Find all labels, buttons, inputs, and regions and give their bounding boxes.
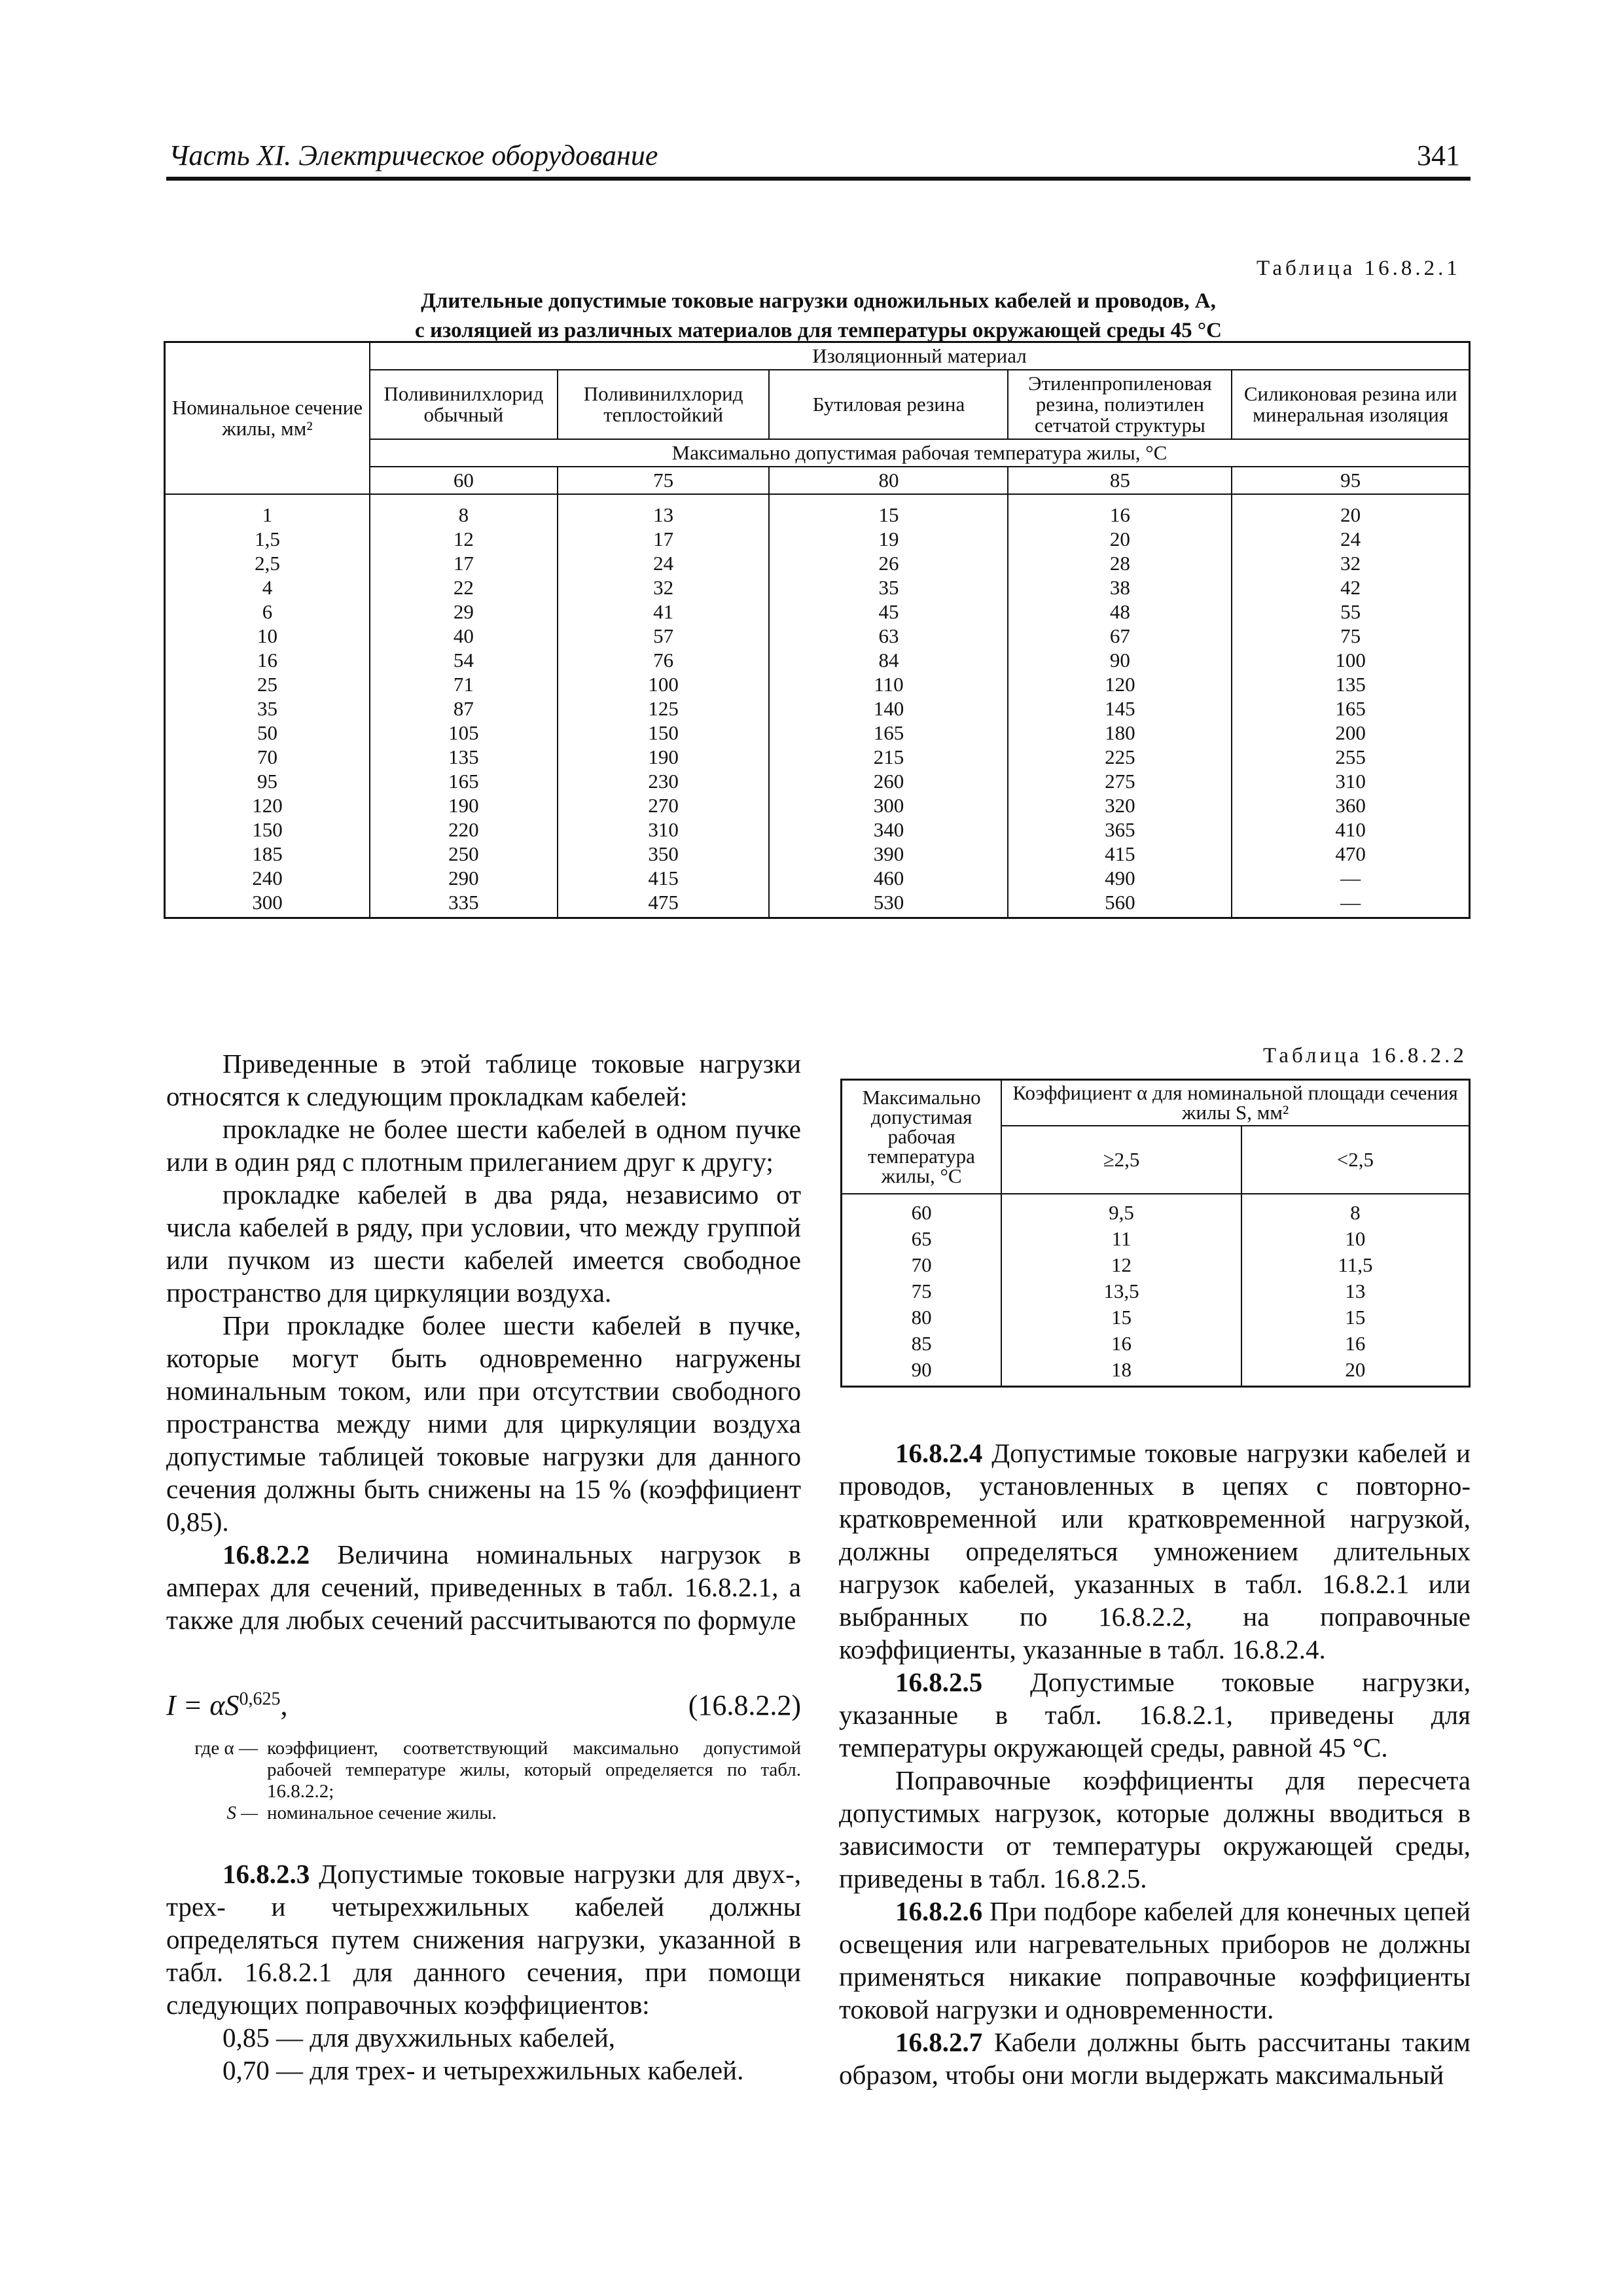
clause-number: 16.8.2.2 xyxy=(223,1539,310,1570)
table-cell: 335 xyxy=(370,890,558,918)
table-cell: 60 xyxy=(842,1194,1002,1226)
table-row xyxy=(165,600,1470,624)
table-cell: 16 xyxy=(1008,494,1232,527)
table-cell: 24 xyxy=(1232,527,1469,551)
running-header-title: Часть XI. Электрическое оборудование xyxy=(169,139,658,171)
table-cell: 390 xyxy=(769,842,1008,866)
table-cell: 275 xyxy=(1008,769,1232,793)
table-cell: 215 xyxy=(769,745,1008,769)
table-cell: 560 xyxy=(1008,890,1232,918)
table-cell: 17 xyxy=(370,551,558,575)
table-cell: 310 xyxy=(1232,769,1469,793)
table-cell: 125 xyxy=(558,696,770,721)
table-cell: 240 xyxy=(165,866,370,890)
table-cell: 28 xyxy=(1008,551,1232,575)
table-cell: 9,5 xyxy=(1001,1194,1241,1226)
table-cell: 90 xyxy=(842,1357,1002,1387)
table-cell: 11 xyxy=(1001,1226,1241,1252)
table-cell: 12 xyxy=(370,527,558,551)
header-rule xyxy=(166,177,1471,181)
table-cell: 250 xyxy=(370,842,558,866)
table-cell: 415 xyxy=(558,866,770,890)
table-cell: 84 xyxy=(769,648,1008,672)
table-cell: 150 xyxy=(558,721,770,745)
legend-row-s xyxy=(166,1803,801,1824)
table-cell: 300 xyxy=(165,890,370,918)
paragraph-text: Допустимые токовые нагрузки, указанные в табл. 16.8.2.1, приведены для температуры окружающей среды, равной 45 °С. xyxy=(839,1667,1471,1763)
table-cell: 12 xyxy=(1001,1252,1241,1278)
paragraph: прокладке не более шести кабелей в одном пучке или в один ряд с плотным прилеганием друг к другу; xyxy=(166,1114,801,1177)
table-cell: 150 xyxy=(165,817,370,842)
table-cell: 135 xyxy=(1232,672,1469,696)
table-cell: 470 xyxy=(1232,842,1469,866)
legend-term: S — xyxy=(226,1803,258,1823)
table-cell: 190 xyxy=(370,793,558,817)
table-cell: 32 xyxy=(558,575,770,600)
page-number: 341 xyxy=(1417,139,1460,171)
table-cell: 360 xyxy=(1232,793,1469,817)
table-cell: 65 xyxy=(842,1226,1002,1252)
table-cell: 20 xyxy=(1241,1357,1470,1387)
formula-number: (16.8.2.2) xyxy=(688,1689,801,1721)
table-cell: 260 xyxy=(769,769,1008,793)
table-row xyxy=(842,1226,1470,1252)
table-row xyxy=(842,1357,1470,1387)
table-cell: 255 xyxy=(1232,745,1469,769)
table-cell: 35 xyxy=(769,575,1008,600)
table-row xyxy=(165,494,1470,527)
table-cell: 135 xyxy=(370,745,558,769)
table-cell: 20 xyxy=(1232,494,1469,527)
paragraph-16-8-2-4 xyxy=(839,1437,1471,1666)
table-cell: 165 xyxy=(370,769,558,793)
table-row xyxy=(842,1304,1470,1331)
table-cell: 11,5 xyxy=(1241,1252,1470,1278)
table2-header-lt: <2,5 xyxy=(1241,1126,1470,1194)
table-cell: — xyxy=(1232,866,1469,890)
table-cell: 32 xyxy=(1232,551,1469,575)
table-cell: 25 xyxy=(165,672,370,696)
legend-text: номинальное сечение жилы. xyxy=(267,1803,497,1823)
table1-title-line1: Длительные допустимые токовые нагрузки одножильных кабелей и проводов, А, xyxy=(421,289,1216,313)
paragraph-text: При прокладке более шести кабелей в пучке, которые могут быть одновременно нагружены номинальным током, или при отсутствии свободного пространства между ними для циркуляции воздуха допустимые таблицей токовые нагрузки для данного сечения должны быть снижены на 15 % (коэффициент 0,85). xyxy=(166,1310,801,1537)
table-cell: 55 xyxy=(1232,600,1469,624)
table-cell: 35 xyxy=(165,696,370,721)
table-cell: 70 xyxy=(842,1252,1002,1278)
paragraph-16-8-2-2 xyxy=(166,1538,801,1636)
table1-header-material: Этиленпропиленовая резина, полиэтилен сетчатой структуры xyxy=(1008,370,1232,439)
formula-expression: I = αS xyxy=(166,1689,240,1721)
table-row xyxy=(165,890,1470,918)
paragraph-16-8-2-7 xyxy=(839,2026,1471,2091)
table-cell: 1 xyxy=(165,494,370,527)
table-cell: 475 xyxy=(558,890,770,918)
table-row xyxy=(165,672,1470,696)
table-cell: 18 xyxy=(1001,1357,1241,1387)
table-cell: 190 xyxy=(558,745,770,769)
left-column-text xyxy=(166,1047,801,1636)
table-cell: 230 xyxy=(558,769,770,793)
table-row xyxy=(165,721,1470,745)
table2-header-ge: ≥2,5 xyxy=(1001,1126,1241,1194)
table-cell: 22 xyxy=(370,575,558,600)
table-cell: 17 xyxy=(558,527,770,551)
table1 xyxy=(164,341,1471,919)
formula-tail: , xyxy=(280,1689,288,1721)
table-row xyxy=(842,1278,1470,1304)
table-cell: 140 xyxy=(769,696,1008,721)
clause-number: 16.8.2.6 xyxy=(895,1896,983,1926)
table2-caption: Таблица 16.8.2.2 xyxy=(1263,1044,1467,1067)
table-cell: 54 xyxy=(370,648,558,672)
table-cell: 42 xyxy=(1232,575,1469,600)
clause-number: 16.8.2.7 xyxy=(895,2027,983,2057)
table2 xyxy=(840,1079,1471,1388)
table-cell: 15 xyxy=(1001,1304,1241,1331)
table-cell: 16 xyxy=(165,648,370,672)
table-cell: 340 xyxy=(769,817,1008,842)
table-row xyxy=(165,648,1470,672)
table-cell: 490 xyxy=(1008,866,1232,890)
right-column-text xyxy=(839,1437,1471,2091)
table1-title-line2: с изоляцией из различных материалов для температуры окружающей среды 45 °С xyxy=(415,319,1222,342)
table-cell: 76 xyxy=(558,648,770,672)
table-cell: 350 xyxy=(558,842,770,866)
paragraph-16-8-2-3 xyxy=(166,1857,801,2021)
table-cell: 180 xyxy=(1008,721,1232,745)
table-row xyxy=(842,1194,1470,1226)
table1-title xyxy=(166,287,1471,346)
table-cell: 13,5 xyxy=(1001,1278,1241,1304)
table-cell: 41 xyxy=(558,600,770,624)
table-cell: 200 xyxy=(1232,721,1469,745)
table-cell: 71 xyxy=(370,672,558,696)
table1-header-nominal: Номинальное сечение жилы, мм² xyxy=(165,342,370,495)
paragraph xyxy=(166,1309,801,1538)
paragraph-text: При подборе кабелей для конечных цепей освещения или нагревательных приборов не должны применяться никакие поправочные коэффициенты токовой нагрузки и одновременности. xyxy=(839,1896,1471,2024)
table-cell: 105 xyxy=(370,721,558,745)
table-cell: 15 xyxy=(769,494,1008,527)
formula-16-8-2-2 xyxy=(166,1689,801,1722)
table-cell: 415 xyxy=(1008,842,1232,866)
clause-number: 16.8.2.4 xyxy=(895,1438,983,1468)
table-cell: 19 xyxy=(769,527,1008,551)
table-cell: 87 xyxy=(370,696,558,721)
table-cell: 4 xyxy=(165,575,370,600)
table-cell: 100 xyxy=(1232,648,1469,672)
table1-header-material: Поливинилхлорид обычный xyxy=(370,370,558,439)
paragraph: 0,70 — для трех- и четырехжильных кабелей. xyxy=(223,2055,744,2085)
table-cell: 85 xyxy=(842,1331,1002,1357)
table1-header-insulation: Изоляционный материал xyxy=(370,342,1470,370)
table-cell: 67 xyxy=(1008,624,1232,648)
formula-legend xyxy=(166,1738,801,1824)
table-cell: 75 xyxy=(1232,624,1469,648)
table-cell: 38 xyxy=(1008,575,1232,600)
table-row xyxy=(165,866,1470,890)
paragraph-16-8-2-6 xyxy=(839,1895,1471,2026)
table2-header-temperature: Максимально допустимая рабочая температура жилы, °С xyxy=(842,1080,1002,1194)
paragraph: прокладке кабелей в два ряда, независимо от числа кабелей в ряду, при условии, что между группой или пучком из шести кабелей имеется свободное пространство для циркуляции воздуха. xyxy=(166,1179,801,1308)
table-cell: 45 xyxy=(769,600,1008,624)
table-row xyxy=(165,551,1470,575)
left-column-text-2 xyxy=(166,1857,801,2087)
table-cell: 365 xyxy=(1008,817,1232,842)
table1-header-temp-value: 80 xyxy=(769,467,1008,494)
table-cell: 100 xyxy=(558,672,770,696)
table-cell: 145 xyxy=(1008,696,1232,721)
table2-header-coefficient: Коэффициент α для номинальной площади сечения жилы S, мм² xyxy=(1001,1080,1469,1126)
paragraph-16-8-2-5 xyxy=(839,1666,1471,1764)
table-row xyxy=(165,793,1470,817)
table-cell: 63 xyxy=(769,624,1008,648)
table-cell: 2,5 xyxy=(165,551,370,575)
paragraph: Приведенные в этой таблице токовые нагрузки относятся к следующим прокладкам кабелей: xyxy=(166,1049,801,1111)
table-cell: 95 xyxy=(165,769,370,793)
table-cell: 165 xyxy=(769,721,1008,745)
table-row xyxy=(165,842,1470,866)
table1-header-material: Поливинилхлорид теплостойкий xyxy=(558,370,770,439)
table-cell: 120 xyxy=(165,793,370,817)
formula-exponent: 0,625 xyxy=(239,1689,281,1710)
table-row xyxy=(165,769,1470,793)
table1-header-temp-value: 85 xyxy=(1008,467,1232,494)
legend-row-alpha xyxy=(166,1738,801,1803)
table-cell: 1,5 xyxy=(165,527,370,551)
table-cell: 310 xyxy=(558,817,770,842)
table-cell: 8 xyxy=(1241,1194,1470,1226)
table-cell: 6 xyxy=(165,600,370,624)
table-row xyxy=(165,527,1470,551)
table-cell: 10 xyxy=(1241,1226,1470,1252)
table-cell: 70 xyxy=(165,745,370,769)
table1-header-temp-value: 75 xyxy=(558,467,770,494)
table-cell: 24 xyxy=(558,551,770,575)
table-cell: 120 xyxy=(1008,672,1232,696)
table-cell: 225 xyxy=(1008,745,1232,769)
paragraph-text: Допустимые токовые нагрузки кабелей и проводов, установленных в цепях с повторно-кратковременной или кратковременной нагрузкой, должны определяться умножением длительных нагрузок кабелей, указанных в табл. 16.8.2.1 или выбранных по 16.8.2.2, на поправочные коэффициенты, указанные в табл. 16.8.2.4. xyxy=(839,1438,1471,1664)
table-cell: 20 xyxy=(1008,527,1232,551)
table-cell: 185 xyxy=(165,842,370,866)
table-cell: 10 xyxy=(165,624,370,648)
table-cell: 75 xyxy=(842,1278,1002,1304)
table2-body xyxy=(842,1194,1470,1387)
table-cell: 29 xyxy=(370,600,558,624)
table-row xyxy=(842,1331,1470,1357)
table-row xyxy=(165,624,1470,648)
table-cell: 270 xyxy=(558,793,770,817)
table-row xyxy=(165,696,1470,721)
table-cell: 300 xyxy=(769,793,1008,817)
table-cell: 13 xyxy=(558,494,770,527)
table-cell: 165 xyxy=(1232,696,1469,721)
table-cell: 90 xyxy=(1008,648,1232,672)
table-cell: 57 xyxy=(558,624,770,648)
table-cell: 110 xyxy=(769,672,1008,696)
table-cell: — xyxy=(1232,890,1469,918)
paragraph: 0,85 — для двухжильных кабелей, xyxy=(223,2022,616,2053)
paragraph-text: Допустимые токовые нагрузки для двух-, трех- и четырехжильных кабелей должны определяться путем снижения нагрузки, указанной в табл. 16.8.2.1 для данного сечения, при помощи следующих поправочных коэффициентов: xyxy=(166,1859,801,2020)
table-cell: 220 xyxy=(370,817,558,842)
table-cell: 320 xyxy=(1008,793,1232,817)
table1-header-temp-value: 95 xyxy=(1232,467,1469,494)
table-cell: 50 xyxy=(165,721,370,745)
clause-number: 16.8.2.3 xyxy=(223,1859,310,1889)
legend-term: где α — xyxy=(194,1738,258,1759)
paragraph: Поправочные коэффициенты для пересчета допустимых нагрузок, которые должны вводиться в зависимости от температуры окружающей среды, приведены в табл. 16.8.2.5. xyxy=(839,1765,1471,1893)
table-cell: 15 xyxy=(1241,1304,1470,1331)
table-cell: 40 xyxy=(370,624,558,648)
table1-header-temperature: Максимально допустимая рабочая температура жилы, °С xyxy=(370,439,1470,467)
legend-text: коэффициент, соответствующий максимально допустимой рабочей температуре жилы, который определяется по табл. 16.8.2.2; xyxy=(267,1738,801,1802)
table-cell: 460 xyxy=(769,866,1008,890)
table-cell: 48 xyxy=(1008,600,1232,624)
table1-header-material: Бутиловая резина xyxy=(769,370,1008,439)
table-row xyxy=(165,817,1470,842)
table-cell: 410 xyxy=(1232,817,1469,842)
table-row xyxy=(165,575,1470,600)
table1-caption: Таблица 16.8.2.1 xyxy=(1257,257,1461,280)
table-row xyxy=(165,745,1470,769)
table-cell: 26 xyxy=(769,551,1008,575)
table-row xyxy=(842,1252,1470,1278)
paragraph-text: Величина номинальных нагрузок в амперах для сечений, приведенных в табл. 16.8.2.1, а также для любых сечений рассчитываются по формуле xyxy=(166,1539,801,1635)
table-cell: 16 xyxy=(1241,1331,1470,1357)
table1-header-temp-value: 60 xyxy=(370,467,558,494)
table-cell: 530 xyxy=(769,890,1008,918)
table-cell: 290 xyxy=(370,866,558,890)
table-cell: 13 xyxy=(1241,1278,1470,1304)
paragraph-text: Кабели должны быть рассчитаны таким образом, чтобы они могли выдержать максимальный xyxy=(839,2027,1471,2090)
table-cell: 16 xyxy=(1001,1331,1241,1357)
table-cell: 8 xyxy=(370,494,558,527)
table1-header-material: Силиконовая резина или минеральная изоляция xyxy=(1232,370,1469,439)
table-cell: 80 xyxy=(842,1304,1002,1331)
clause-number: 16.8.2.5 xyxy=(895,1667,983,1697)
table1-body xyxy=(165,494,1470,918)
